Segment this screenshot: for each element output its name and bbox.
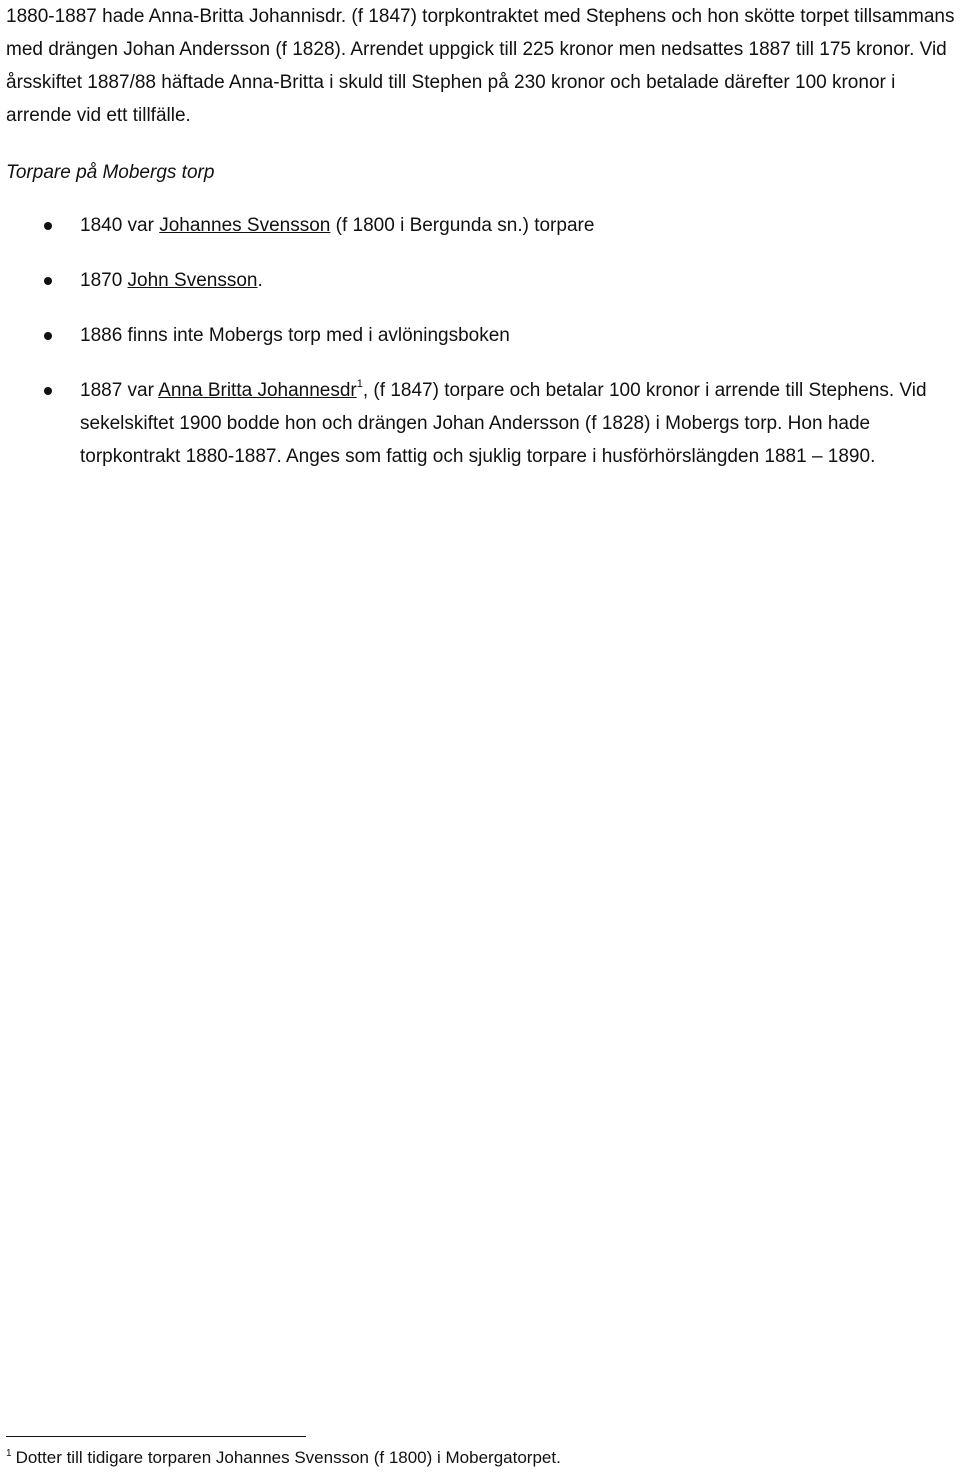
item-suffix: .	[257, 270, 263, 291]
list-item	[6, 374, 956, 473]
person-link-john-svensson[interactable]: John Svensson	[127, 270, 258, 291]
item-suffix: , (f 1847) torpare och betalar 100 kronor i arrende till Stephens. Vid sekelskiftet 1900 bodde hon och drängen Johan Andersson (f 1828) i Mobergs torp. Hon hade torpkontrakt 1880-1887. Anges som fattig och sjuklig torpare i husförhörslängden 1881 – 1890.	[80, 380, 927, 467]
person-link-johannes-svensson[interactable]: Johannes Svensson	[159, 215, 331, 236]
bullet-icon	[44, 387, 52, 395]
item-prefix: 1870	[80, 270, 128, 291]
document-page	[6, 0, 956, 495]
list-item	[6, 209, 956, 242]
list-item	[6, 264, 956, 297]
footnote-marker: 1	[6, 1448, 12, 1459]
bullet-icon	[44, 277, 52, 285]
item-suffix: (f 1800 i Bergunda sn.) torpare	[330, 215, 595, 236]
footnote-text: Dotter till tidigare torparen Johannes Svensson (f 1800) i Mobergatorpet.	[15, 1448, 561, 1467]
footnote	[6, 1446, 906, 1470]
item-text: 1886 finns inte Mobergs torp med i avlöningsboken	[80, 325, 510, 346]
bullet-icon	[44, 222, 52, 230]
bullet-icon	[44, 332, 52, 340]
torpare-list	[6, 209, 956, 473]
footnote-reference[interactable]: 1	[356, 378, 363, 390]
footnote-separator	[6, 1436, 306, 1437]
intro-paragraph: 1880-1887 hade Anna-Britta Johannisdr. (f 1847) torpkontraktet med Stephens och hon skötte torpet tillsammans med drängen Johan Andersson (f 1828). Arrendet uppgick till 225 kronor men nedsattes 1887 till 175 kronor. Vid årsskiftet 1887/88 häftade Anna-Britta i skuld till Stephen på 230 kronor och betalade därefter 100 kronor i arrende vid ett tillfälle.	[6, 6, 955, 126]
item-prefix: 1887 var	[80, 380, 159, 401]
section-heading: Torpare på Mobergs torp	[6, 162, 215, 183]
list-item	[6, 319, 956, 352]
person-link-anna-britta-johannesdr[interactable]: Anna Britta Johannesdr	[158, 380, 357, 401]
item-prefix: 1840 var	[80, 215, 160, 236]
